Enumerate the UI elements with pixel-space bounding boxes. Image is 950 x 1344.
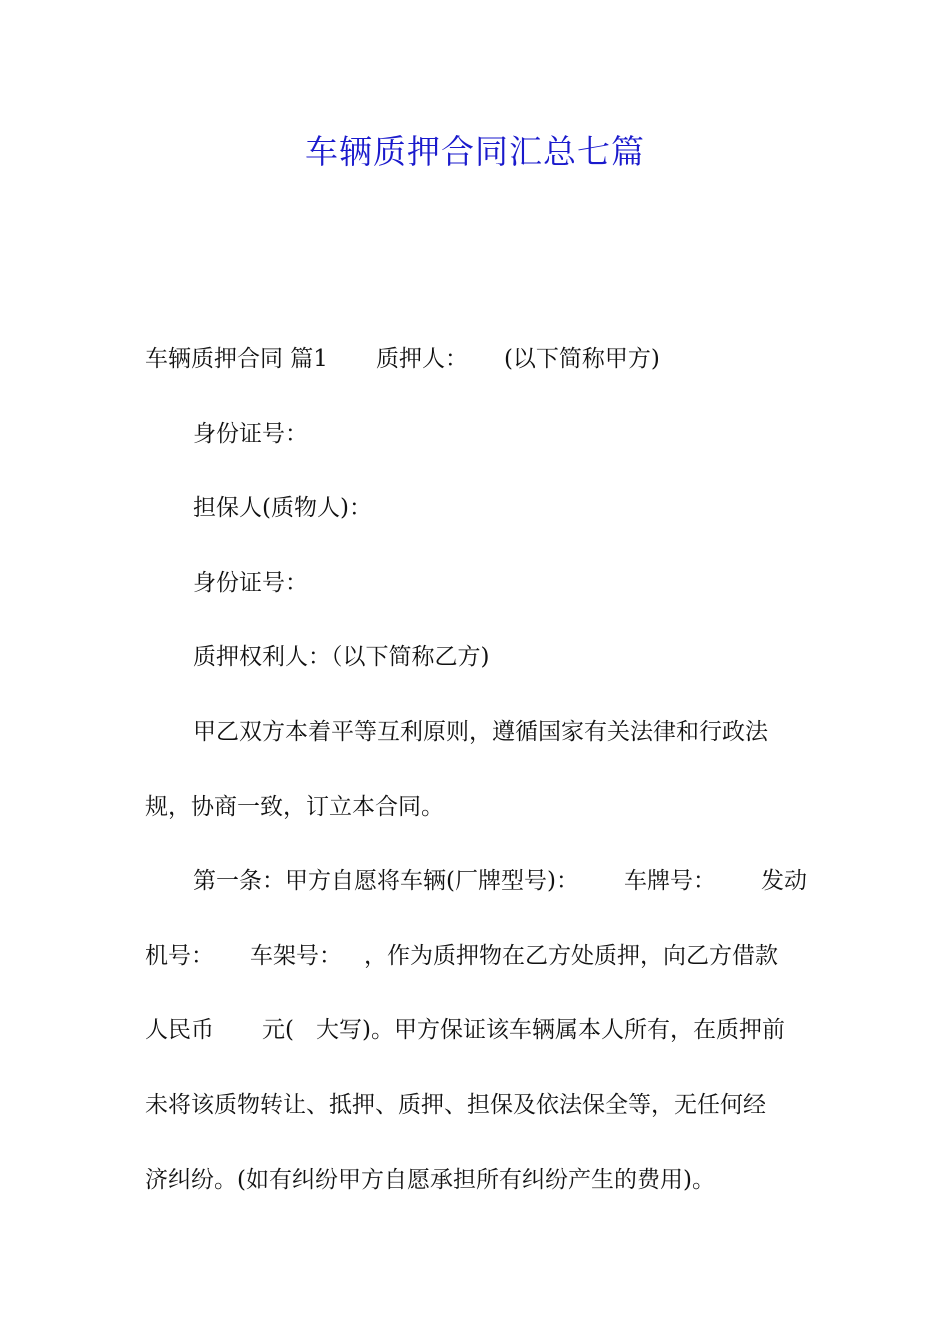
id-number-label: 身份证号： (193, 569, 308, 596)
preamble-text: 甲乙双方本着平等互利原则，遵循国家有关法律和行政法 (193, 718, 768, 745)
paragraph-line (145, 633, 807, 708)
paragraph-line (145, 1156, 807, 1231)
article-one-text: ，作为质押物在乙方处质押，向乙方借款 (364, 942, 778, 969)
document-body (145, 335, 807, 1230)
amount-label: 元( (262, 1017, 294, 1044)
article-one-text: 大写)。甲方保证该车辆属本人所有，在质押前 (315, 1017, 785, 1044)
contract-heading: 车辆质押合同 篇1 (145, 346, 328, 372)
document-title: 车辆质押合同汇总七篇 (305, 132, 645, 171)
article-one-text: 第一条：甲方自愿将车辆(厂牌型号)： (193, 868, 579, 895)
pledgor-note: (以下简称甲方) (503, 346, 660, 372)
guarantor-label: 担保人(质物人)： (193, 495, 372, 522)
frame-number-label: 车架号： (250, 942, 342, 969)
currency-label: 人民币 (145, 1017, 214, 1044)
paragraph-line (145, 1006, 807, 1081)
plate-number-label: 车牌号： (623, 868, 716, 895)
article-one-text: 济纠纷。(如有纠纷甲方自愿承担所有纠纷产生的费用)。 (145, 1166, 715, 1193)
paragraph-line (145, 708, 807, 783)
paragraph-line (145, 335, 807, 410)
paragraph-line (145, 783, 807, 858)
pledgee-label: 质押权利人：（以下简称乙方) (193, 644, 490, 671)
engine-number-label: 机号： (145, 942, 214, 969)
paragraph-line (145, 932, 807, 1007)
paragraph-line (145, 857, 807, 932)
paragraph-line (145, 484, 807, 559)
preamble-text: 规，协商一致，订立本合同。 (145, 793, 444, 820)
id-number-label: 身份证号： (193, 420, 308, 447)
pledgor-label: 质押人： (375, 346, 468, 372)
paragraph-line (145, 1081, 807, 1156)
article-one-text: 未将该质物转让、抵押、质押、担保及依法保全等，无任何经 (145, 1091, 766, 1118)
article-one-text: 发动 (760, 868, 807, 895)
paragraph-line (145, 559, 807, 634)
paragraph-line (145, 410, 807, 485)
